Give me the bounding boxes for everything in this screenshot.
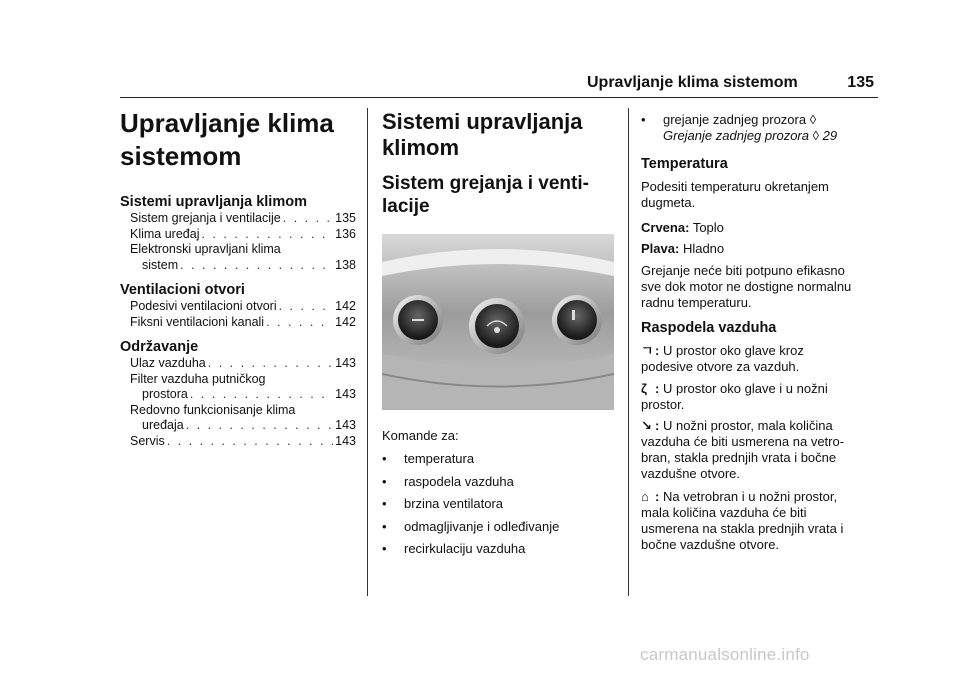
temperature-heading: Temperatura	[641, 156, 728, 172]
toc-entry[interactable]: Ulaz vazduha . . . 143	[120, 356, 356, 372]
head-vent-icon: ㄱ	[641, 343, 654, 358]
toc-entry[interactable]: Servis . . . 143	[120, 434, 356, 450]
toc-section-climate	[120, 193, 356, 273]
blue-setting: Plava: Hladno	[641, 241, 725, 256]
watermark: carmanualsonline.info	[640, 645, 810, 664]
header-title: Upravljanje klima sistemom	[587, 74, 798, 91]
toc-entry-continued[interactable]: Elektronski upravljani klima	[130, 242, 281, 256]
list-item: • odmagljivanje i odleđivanje	[382, 518, 560, 534]
subsection-title: Sistem grejanja i venti- lacije	[382, 173, 589, 217]
list-item: • raspodela vazduha	[382, 473, 514, 489]
toc-entry[interactable]: uređaja . . . 143	[120, 418, 356, 434]
cross-reference-link[interactable]: Grejanje zadnjeg prozora ◊ 29	[663, 128, 838, 143]
floor-icon: ↘	[641, 418, 652, 433]
toc-section-maintenance	[120, 338, 356, 449]
page-number: 135	[847, 74, 874, 91]
list-item: • temperatura	[382, 451, 475, 466]
toc-heading: Održavanje	[120, 339, 199, 355]
controls-list	[382, 451, 618, 564]
toc-entry-continued[interactable]: Filter vazduha putničkog	[130, 371, 266, 386]
column-divider-2	[628, 108, 629, 596]
header-rule	[120, 97, 878, 98]
toc-entry[interactable]: Klima uređaj . . . 136	[120, 227, 356, 243]
toc-entry[interactable]: prostora . . . 143	[120, 387, 356, 403]
reference-arrow-icon: ◊	[809, 112, 817, 127]
temperature-text: Podesiti temperaturu okretanjem dugmeta.	[641, 179, 829, 210]
mode-feet: ↘ : U nožni prostor, mala količina vazduha će biti usmerena na vetro- bran, stakla prednjih vrata i bočne vazdušne otvore.	[641, 418, 845, 481]
toc-entry[interactable]: Podesivi ventilacioni otvori . . . 142	[120, 299, 356, 315]
toc-section-vents	[120, 281, 356, 330]
chapter-title: Upravljanje klima sistemom	[120, 108, 334, 171]
rear-heating-bullet: • grejanje zadnjeg prozora ◊ Grejanje zadnjeg prozora ◊ 29	[641, 112, 881, 144]
toc-entry-continued[interactable]: Redovno funkcionisanje klima	[130, 402, 296, 417]
column-divider-1	[367, 108, 368, 596]
mode-head-vents: ㄱ: U prostor oko glave kroz podesive otvore za vazduh.	[641, 343, 804, 374]
climate-control-photo	[382, 234, 614, 410]
defrost-floor-icon: ⌂	[641, 489, 649, 504]
running-header	[560, 71, 878, 97]
mode-head-feet: ζ : U prostor oko glave i u nožni prostor.	[641, 381, 828, 412]
list-item: • brzina ventilatora	[382, 496, 503, 511]
toc-heading: Ventilacioni otvori	[120, 282, 245, 298]
mode-windshield-feet: ⌂ : Na vetrobran i u nožni prostor, mala količina vazduha će biti usmerena na stakla prednjih vrata i bočne vazdušne otvore.	[641, 489, 844, 552]
toc-entry[interactable]: sistem . . . 138	[120, 258, 356, 274]
red-setting: Crvena: Toplo	[641, 220, 724, 235]
section-title: Sistemi upravljanja klimom	[382, 109, 583, 160]
toc-heading: Sistemi upravljanja klimom	[120, 194, 307, 210]
bi-level-icon: ζ	[641, 381, 647, 396]
list-item: • recirkulaciju vazduha	[382, 541, 526, 556]
heating-note: Grejanje neće biti potpuno efikasno sve dok motor ne dostigne normalnu radnu temperaturu.	[641, 263, 852, 310]
controls-intro: Komande za:	[382, 428, 459, 443]
distribution-heading: Raspodela vazduha	[641, 320, 777, 336]
toc-entry[interactable]: Sistem grejanja i ventilacije . . . 135	[120, 211, 356, 227]
toc-entry[interactable]: Fiksni ventilacioni kanali . . . 142	[120, 315, 356, 331]
